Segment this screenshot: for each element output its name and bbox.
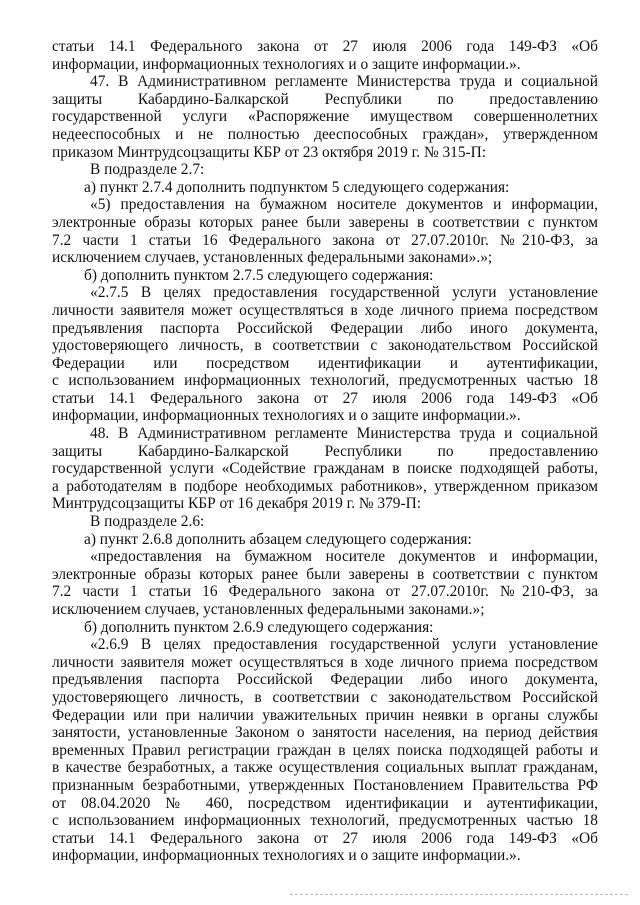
text-line: 7.2 части 1 статьи 16 Федерального закона от 27.07.2010г. №210-ФЗ, за	[52, 231, 598, 249]
text-line: признанным безработными, утвержденных Постановлением Правительства РФ	[52, 776, 598, 794]
text-line: предъявления паспорта Российской Федерации либо иного документа,	[52, 319, 598, 337]
text-line: а) пункт 2.7.4 дополнить подпунктом 5 следующего содержания:	[84, 178, 510, 196]
text-line: государственной услуги «Распоряжение имуществом совершеннолетних	[52, 108, 598, 126]
text-line: исключением случаев, установленных федеральными законами.»;	[52, 601, 485, 618]
text-line: «2.6.9 В целях предоставления государственной услуги установление	[90, 636, 598, 654]
text-line: удостоверяющего личность, в соответствии с законодательством Российской	[52, 688, 598, 706]
text-line: Федерации или посредством идентификации и аутентификации,	[52, 354, 598, 372]
text-line: а работодателям в подборе необходимых работников», утвержденном приказом	[52, 477, 598, 495]
text-line: статьи 14.1 Федерального закона от 27 июля 2006 года 149-ФЗ «Об	[52, 829, 598, 847]
text-line: личности заявителя может осуществляться в ходе личного приема посредством	[52, 653, 598, 671]
text-line: защиты Кабардино-Балкарской Республики по предоставлению	[52, 90, 598, 108]
text-line: приказом Минтрудсоцзащиты КБР от 23 октября 2019 г. № 315-П:	[52, 143, 487, 161]
scan-edge-line	[290, 894, 628, 895]
text-line: исключением случаев, установленных федеральными законами».»;	[52, 249, 493, 267]
text-line: 47. В Административном регламенте Министерства труда и социальной	[90, 73, 598, 91]
text-line: «5) предоставления на бумажном носителе документов и информации,	[90, 196, 598, 214]
text-line: от 08.04.2020 № 460, посредством идентификации и аутентификации,	[52, 794, 598, 812]
text-line: «2.7.5 В целях предоставления государственной услуги установление	[90, 284, 598, 302]
text-line: 7.2 части 1 статьи 16 Федерального закона от 27.07.2010г. №210-ФЗ, за	[52, 583, 598, 601]
text-line: В подразделе 2.6:	[90, 513, 205, 531]
text-line: электронные образы которых ранее были заверены в соответствии с пунктом	[52, 565, 598, 583]
text-line: личности заявителя может осуществляться в ходе личного приема посредством	[52, 301, 598, 319]
text-line: с использованием информационных технологий, предусмотренных частью 18	[52, 372, 598, 390]
text-line: информации, информационных технологиях и о защите информации.».	[52, 407, 521, 425]
text-line: с использованием информационных технологий, предусмотренных частью 18	[52, 812, 598, 830]
text-line: удостоверяющего личность, в соответствии с законодательством Российской	[52, 337, 598, 355]
text-line: 48. В Административном регламенте Министерства труда и социальной	[90, 425, 598, 443]
text-line: государственной услуги «Содействие гражданам в поиске подходящей работы,	[52, 460, 598, 478]
text-line: «предоставления на бумажном носителе документов и информации,	[90, 548, 598, 566]
text-line: а) пункт 2.6.8 дополнить абзацем следующего содержания:	[84, 530, 472, 548]
text-line: Федерации или при наличии уважительных причин неявки в органы службы	[52, 706, 598, 724]
text-line: б) дополнить пунктом 2.7.5 следующего содержания:	[84, 266, 434, 284]
text-line: недееспособных и не полностью дееспособных граждан», утвержденном	[52, 125, 598, 143]
text-line: Минтрудсоцзащиты КБР от 16 декабря 2019 г. № 379-П:	[52, 495, 422, 513]
text-line: б) дополнить пунктом 2.6.9 следующего содержания:	[84, 618, 434, 636]
text-line: защиты Кабардино-Балкарской Республики по предоставлению	[52, 442, 598, 460]
text-line: электронные образы которых ранее были заверены в соответствии с пунктом	[52, 213, 598, 231]
text-line: занятости, установленные Законом о занятости населения, на период действия	[52, 724, 598, 742]
text-line: временных Правил регистрации граждан в целях поиска подходящей работы и	[52, 741, 598, 759]
text-line: в качестве безработных, а также осуществления социальных выплат гражданам,	[52, 759, 598, 777]
text-line: информации, информационных технологиях и о защите информации.».	[52, 847, 521, 865]
text-line: информации, информационных технологиях и о защите информации.».	[52, 55, 521, 73]
text-line: статьи 14.1 Федерального закона от 27 июля 2006 года 149-ФЗ «Об	[52, 38, 598, 55]
text-line: статьи 14.1 Федерального закона от 27 июля 2006 года 149-ФЗ «Об	[52, 389, 598, 407]
text-line: предъявления паспорта Российской Федерации либо иного документа,	[52, 671, 598, 689]
text-line: В подразделе 2.7:	[90, 161, 205, 179]
